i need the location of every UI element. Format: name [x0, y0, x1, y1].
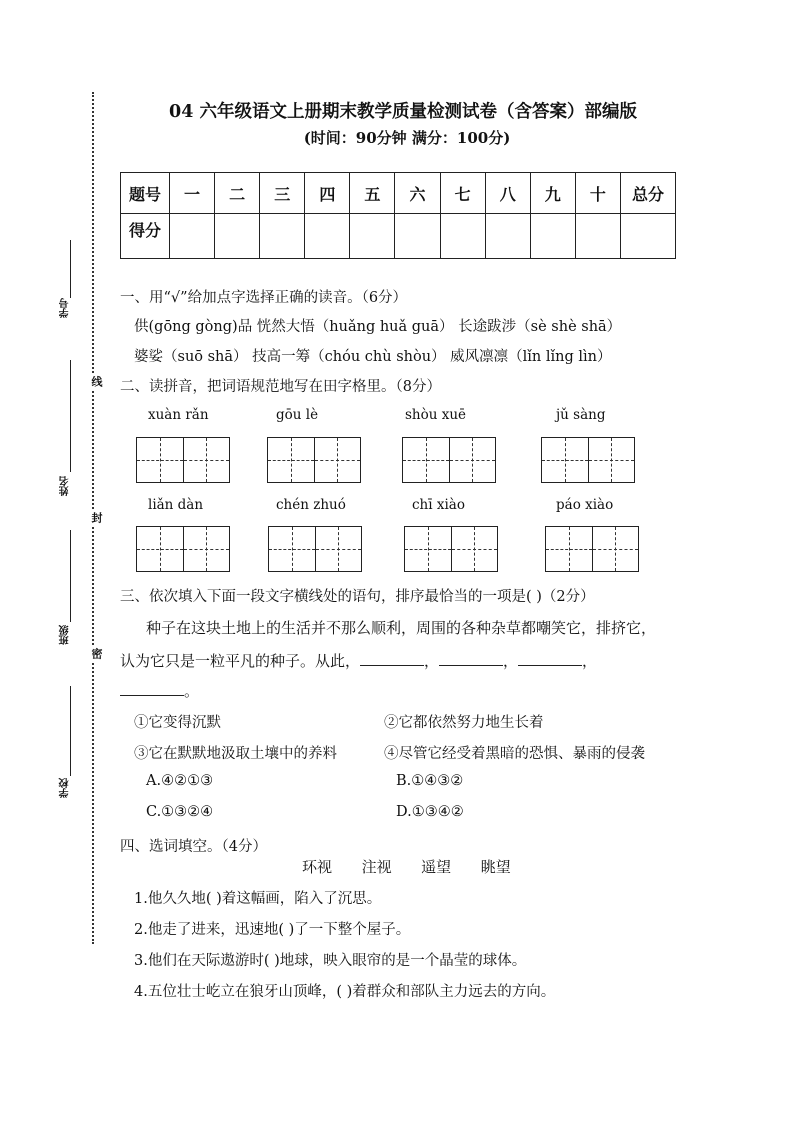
q4-word: 眺望: [480, 858, 511, 876]
q3-option-2: ②它都依然努力地生长着: [384, 715, 544, 731]
q3-blank-1[interactable]: [360, 665, 424, 666]
q4-sentence-2: 2.他走了进来，迅速地( )了一下整个屋子。: [134, 922, 411, 938]
pinyin-label: shòu xuē: [405, 407, 467, 423]
score-input-cell[interactable]: [621, 214, 676, 259]
tianzige-box[interactable]: [545, 526, 639, 572]
tianzige-box[interactable]: [402, 437, 496, 483]
q3-blank-2[interactable]: [439, 665, 503, 666]
q3-choice-b[interactable]: B.①④③②: [396, 773, 464, 789]
q4-sentence-1: 1.他久久地( )着这幅画，陷入了沉思。: [134, 891, 382, 907]
score-header-cell: 五: [350, 173, 395, 214]
page-title: 04 六年级语文上册期末教学质量检测试卷（含答案）部编版: [169, 102, 637, 122]
q3-title: 三、依次填入下面一段文字横线处的语句，排序最恰当的一项是( )（2分）: [120, 589, 595, 605]
score-table: [120, 172, 676, 259]
q3-period: 。: [184, 682, 200, 700]
q4-word: 环视: [302, 858, 333, 876]
pinyin-label: xuàn rǎn: [148, 407, 209, 423]
q3-paragraph-line3: [120, 680, 199, 701]
q1-line1: 供(gōng gòng)品 恍然大悟（huǎng huǎ guā） 长途跋涉（sè shè shā）: [134, 319, 622, 335]
score-input-cell[interactable]: [485, 214, 530, 259]
q3-paragraph-text: 认为它只是一粒平凡的种子。从此，: [120, 652, 361, 670]
score-header-cell: 十: [575, 173, 620, 214]
score-header-cell: 一: [170, 173, 215, 214]
score-header-cell: 总分: [621, 173, 676, 214]
q1-title: 一、用“√”给加点字选择正确的读音。（6分）: [120, 290, 408, 306]
school-label: 学校: [60, 778, 71, 798]
name-line: [70, 360, 71, 472]
q4-word: 遥望: [421, 858, 452, 876]
score-header-cell: 六: [395, 173, 440, 214]
score-input-cell[interactable]: [260, 214, 305, 259]
q3-paragraph-line1: 种子在这块土地上的生活并不那么顺利，周围的各种杂草都嘲笑它，排挤它，: [146, 619, 657, 637]
class-label: 班级: [60, 625, 71, 645]
score-input-cell[interactable]: [395, 214, 440, 259]
score-table-header-row: [121, 173, 676, 214]
pinyin-label: liǎn dàn: [148, 497, 204, 513]
q4-sentence-3: 3.他们在天际遨游时( )地球，映入眼帘的是一个晶莹的球体。: [134, 953, 527, 969]
score-input-cell[interactable]: [305, 214, 350, 259]
tianzige-box[interactable]: [268, 526, 362, 572]
q3-choice-d[interactable]: D.①③④②: [396, 804, 464, 820]
student-id-label: 学号: [60, 298, 71, 318]
q3-choice-a[interactable]: A.④②①③: [146, 773, 214, 789]
q3-option-4: ④尽管它经受着黑暗的恐惧、暴雨的侵袭: [384, 746, 645, 762]
score-header-cell: 二: [215, 173, 260, 214]
score-header-cell: 八: [485, 173, 530, 214]
q3-paragraph-line2: [120, 650, 597, 671]
seal-char-feng: 封: [90, 512, 103, 523]
q3-option-1: ①它变得沉默: [134, 715, 221, 731]
school-line: [70, 686, 71, 776]
seal-char-mi: 密: [90, 648, 103, 659]
q3-comma: ，: [424, 652, 440, 670]
q3-blank-4[interactable]: [120, 695, 184, 696]
q4-title: 四、选词填空。（4分）: [120, 839, 267, 855]
exam-info: (时间：90分钟 满分：100分): [303, 129, 511, 147]
pinyin-label: jǔ sàng: [556, 407, 606, 423]
tianzige-box[interactable]: [136, 526, 230, 572]
score-row-label: 得分: [121, 214, 170, 259]
tianzige-box[interactable]: [404, 526, 498, 572]
score-header-cell: 九: [530, 173, 575, 214]
tianzige-box[interactable]: [136, 437, 230, 483]
q3-blank-3[interactable]: [518, 665, 582, 666]
score-header-cell: 四: [305, 173, 350, 214]
pinyin-label: chī xiào: [412, 497, 465, 513]
pinyin-label: chén zhuó: [276, 497, 346, 513]
tianzige-box[interactable]: [541, 437, 635, 483]
seal-char-line: 线: [90, 376, 103, 387]
score-input-cell[interactable]: [170, 214, 215, 259]
pinyin-label: páo xiào: [556, 497, 614, 513]
score-header-cell: 三: [260, 173, 305, 214]
score-table-score-row: [121, 214, 676, 259]
q2-title: 二、读拼音，把词语规范地写在田字格里。（8分）: [120, 379, 441, 395]
q1-line2: 婆娑（suō shā） 技高一筹（chóu chù shòu） 威风凛凛（lǐn lǐng lìn）: [134, 349, 612, 365]
name-label: 姓名: [60, 476, 71, 496]
q3-comma: ，: [503, 652, 519, 670]
score-input-cell[interactable]: [440, 214, 485, 259]
score-input-cell[interactable]: [350, 214, 395, 259]
score-header-cell: 七: [440, 173, 485, 214]
score-input-cell[interactable]: [575, 214, 620, 259]
tianzige-box[interactable]: [267, 437, 361, 483]
score-input-cell[interactable]: [215, 214, 260, 259]
q3-option-3: ③它在默默地汲取土壤中的养料: [134, 746, 337, 762]
class-line: [70, 530, 71, 622]
pinyin-label: gōu lè: [276, 407, 319, 423]
q3-comma: ，: [582, 652, 598, 670]
q4-word-bank: [302, 856, 511, 877]
score-input-cell[interactable]: [530, 214, 575, 259]
q4-word: 注视: [361, 858, 392, 876]
score-header-cell: 题号: [121, 173, 170, 214]
q4-sentence-4: 4.五位壮士屹立在狼牙山顶峰，( )着群众和部队主力远去的方向。: [134, 984, 556, 1000]
student-id-line: [70, 240, 71, 298]
q3-choice-c[interactable]: C.①③②④: [146, 804, 214, 820]
